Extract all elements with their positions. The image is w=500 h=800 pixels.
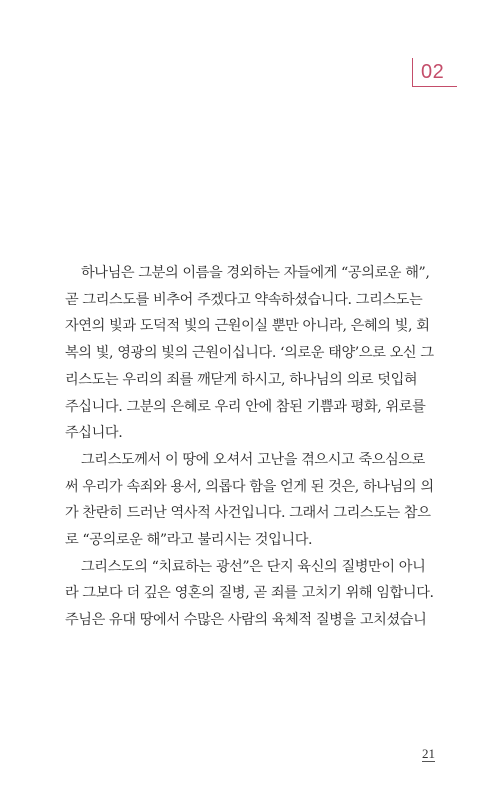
text-line: 그리스도께서 이 땅에 오셔서 고난을 겪으시고 죽으심으로: [81, 451, 425, 468]
page-number: 21: [422, 746, 435, 761]
paragraph-3: [65, 554, 443, 634]
body-text: [65, 260, 443, 634]
text-line: 복의 빛, 영광의 빛의 근원이십니다. ‘의로운 태양’으로 오신 그: [65, 345, 434, 362]
text-line: 자연의 빛과 도덕적 빛의 근원이실 뿐만 아니라, 은혜의 빛, 회: [65, 318, 430, 335]
text-line: 로 “공의로운 해”라고 불리시는 것입니다.: [65, 532, 313, 549]
text-line: 주님은 유대 땅에서 수많은 사람의 육체적 질병을 고치셨습니: [65, 612, 427, 629]
paragraph-2: [65, 447, 443, 554]
paragraph-1: [65, 260, 443, 447]
text-line: 곧 그리스도를 비추어 주겠다고 약속하셨습니다. 그리스도는: [65, 291, 423, 308]
text-line: 주십니다.: [65, 425, 123, 442]
text-line: 가 찬란히 드러난 역사적 사건입니다. 그래서 그리스도는 참으: [65, 505, 431, 522]
text-line: 주십니다. 그분의 은혜로 우리 안에 참된 기쁨과 평화, 위로를: [65, 398, 426, 415]
text-line: 그리스도의 “치료하는 광선”은 단지 육신의 질병만이 아니: [81, 558, 426, 575]
chapter-marker: [412, 58, 457, 87]
text-line: 라 그보다 더 깊은 영혼의 질병, 곧 죄를 고치기 위해 임합니다.: [65, 585, 434, 602]
text-line: 하나님은 그분의 이름을 경외하는 자들에게 “공의로운 해”,: [81, 265, 430, 281]
text-line: 써 우리가 속죄와 용서, 의롭다 함을 얻게 된 것은, 하나님의 의: [65, 478, 434, 495]
text-line: 리스도는 우리의 죄를 깨닫게 하시고, 하나님의 의로 덧입혀: [65, 371, 418, 388]
chapter-number: 02: [421, 61, 445, 83]
